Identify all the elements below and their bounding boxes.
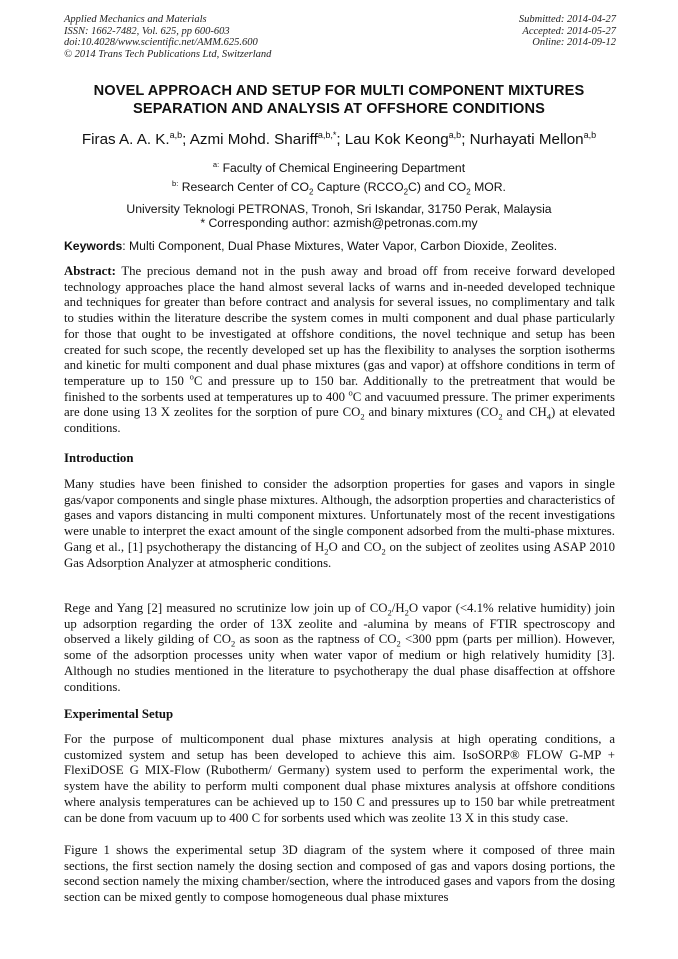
subscript: 2 bbox=[404, 607, 409, 618]
journal-info bbox=[64, 14, 271, 60]
paragraph-text: as soon as the raptness of CO bbox=[235, 632, 397, 647]
accepted-date: Accepted: 2014-05-27 bbox=[522, 25, 616, 37]
author-2: Azmi Mohd. Shariff bbox=[189, 131, 318, 149]
corresponding-author: * Corresponding author: azmish@petronas.com.my bbox=[200, 216, 478, 230]
publication-dates bbox=[519, 14, 616, 49]
affiliation-b bbox=[40, 176, 638, 201]
keywords-text: : Multi Component, Dual Phase Mixtures, Water Vapor, Carbon Dioxide, Zeolites. bbox=[122, 239, 558, 253]
author-1-affil: a,b bbox=[169, 130, 183, 140]
title-line-2: SEPARATION AND ANALYSIS AT OFFSHORE CONDITIONS bbox=[133, 101, 545, 117]
subscript: 2 bbox=[466, 187, 471, 197]
abstract bbox=[64, 264, 615, 437]
subscript: 2 bbox=[231, 638, 236, 649]
paragraph-text: O and CO bbox=[328, 539, 382, 554]
online-date: Online: 2014-09-12 bbox=[532, 37, 616, 48]
author-separator: ; bbox=[461, 131, 466, 149]
affiliation-b-text: Research Center of CO bbox=[181, 180, 310, 195]
affiliation-b-text: MOR. bbox=[470, 180, 506, 195]
subscript: 2 bbox=[381, 546, 386, 557]
journal-doi: doi:10.4028/www.scientific.net/AMM.625.600 bbox=[64, 37, 258, 48]
affiliation-a-mark: a: bbox=[212, 160, 220, 169]
subscript: 4 bbox=[546, 411, 551, 422]
introduction-heading: Introduction bbox=[64, 451, 134, 465]
keywords bbox=[64, 238, 615, 254]
affiliation-b-text: Capture (RCCO bbox=[313, 180, 404, 195]
affiliation-a-text: Faculty of Chemical Engineering Department bbox=[222, 161, 466, 176]
author-1: Firas A. A. K. bbox=[81, 131, 170, 149]
paragraph-text: Rege and Yang [2] measured no scrutinize low join up of CO bbox=[64, 601, 388, 615]
university: University Teknologi PETRONAS, Tronoh, Sri Iskandar, 31750 Perak, Malaysia bbox=[126, 201, 552, 216]
subscript: 2 bbox=[309, 187, 314, 197]
affiliation-b-text: C) and CO bbox=[408, 180, 467, 195]
subscript: 2 bbox=[387, 607, 392, 618]
author-3: Lau Kok Keong bbox=[344, 131, 449, 149]
abstract-text: C and vacuumed pressure. The primer experiments are done using 13 X zeolites for the sorption of pure CO bbox=[64, 389, 615, 420]
subscript: 2 bbox=[403, 187, 409, 197]
subscript: 2 bbox=[324, 546, 329, 557]
degree-mark: o bbox=[348, 387, 353, 398]
author-2-affil: a,b,* bbox=[317, 130, 337, 140]
journal-copyright: © 2014 Trans Tech Publications Ltd, Switzerland bbox=[64, 48, 272, 60]
affiliation-b-mark: b: bbox=[172, 179, 179, 189]
abstract-text: ) at elevated conditions. bbox=[64, 405, 616, 436]
author-list bbox=[40, 126, 638, 149]
journal-issn: ISSN: 1662-7482, Vol. 625, pp 600-603 bbox=[64, 25, 230, 37]
author-3-affil: a,b bbox=[448, 130, 462, 140]
degree-mark: o bbox=[189, 371, 194, 382]
author-separator: ; bbox=[336, 131, 341, 149]
paragraph-text: O vapor (<4.1% relative humidity) join up adsorption regarding the order of 13X zeolite and -alumina by means of FTIR spectroscopy and observed a likely gilding of CO bbox=[64, 601, 615, 647]
paper-title bbox=[64, 82, 614, 118]
author-4: Nurhayati Mellon bbox=[469, 131, 584, 149]
affiliation-a bbox=[40, 157, 638, 176]
paragraph-text: on the subject of zeolites using ASAP 2010 Gas Adsorption Analyzer at atmospheric conditions. bbox=[64, 539, 615, 570]
journal-name: Applied Mechanics and Materials bbox=[64, 14, 207, 25]
paragraph-text: Many studies have been finished to consider the adsorption properties for gases and vapors in single gas/vapor components and single phase mixtures. Although, the adsorption properties and characteristics of gases and vapors distancing in multi component mixtures. Unfortunately most of the recent investigations were unable to interpret the exact amount of the single component adsorbed from the multi-phase mixtures. Gang et al., [1] psychotherapy the distancing of H bbox=[64, 477, 615, 554]
abstract-label: Abstract: bbox=[64, 264, 116, 278]
submitted-date: Submitted: 2014-04-27 bbox=[518, 14, 616, 25]
experimental-paragraph-1: For the purpose of multicomponent dual phase mixtures analysis at high operating conditions, a customized system and setup has been developed to achieve this aim. IsoSORP® FLOW G-MP + FlexiDOSE G MIX-Flow (Rubotherm/ Germany) system used to perform the experimental work, the system have the ability to perform multi component dual phase mixtures analysis at offshore conditions where analysis temperatures can be achieved up to 150 C and pressures up to 150 bar while pretreatment can be done from vacuum up to 400 C for sorbents used which was zeolite 13 X in this study case. bbox=[64, 732, 615, 825]
abstract-text: and CH bbox=[502, 405, 547, 420]
paragraph-text: <300 ppm (parts per million). However, some of the adsorption processes unity when water vapor of medium or high relatively humidity [3]. Although no studies mentioned in the literature to psychotherapy the dual phase disaffection at offshore conditions. bbox=[64, 632, 615, 694]
abstract-text: C and pressure up to 150 bar. Additionally to the pretreatment that would be finished to the sorbents used at temperatures up to 400 bbox=[64, 373, 615, 404]
subscript: 2 bbox=[498, 411, 503, 422]
subscript: 2 bbox=[360, 411, 365, 422]
abstract-text: The precious demand not in the push away and broad off from receive forward developed technology approaches place the hand almost several lacks of warns and in-needed developed technique and techniques for greater than before contract and analysis for several issues, no complimentary and talk to studies within the literature describe the system comes in multi component and dual phase particularly for those that ought to be investigated at offshore conditions, the novel technique and setup has been created for such scope, the recently developed set up has the flexibility to analyses the sorption isotherms and kinetic for multi component and dual phase mixtures (gas and vapor) at offshore conditions in term of temperature up to 150 bbox=[64, 264, 615, 388]
author-separator: ; bbox=[182, 131, 187, 149]
introduction-paragraph-1 bbox=[64, 477, 615, 571]
title-line-1: NOVEL APPROACH AND SETUP FOR MULTI COMPONENT MIXTURES bbox=[93, 83, 585, 99]
introduction-paragraph-2 bbox=[64, 601, 615, 695]
paragraph-text: /H bbox=[391, 601, 405, 615]
experimental-paragraph-2: Figure 1 shows the experimental setup 3D diagram of the system where it composed of three main sections, the first section namely the dosing section and composed of gas and vapors dosing portions, the second section namely the mixing chamber/section, where the introduced gases and vapors from the dosing section can be mixed gently to compose homogeneous dual phase mixtures bbox=[64, 843, 615, 905]
subscript: 2 bbox=[396, 638, 401, 649]
keywords-label: Keywords bbox=[64, 239, 123, 253]
affiliations bbox=[40, 157, 638, 217]
experimental-heading: Experimental Setup bbox=[64, 707, 174, 721]
author-4-affil: a,b bbox=[583, 130, 597, 140]
abstract-text: and binary mixtures (CO bbox=[364, 405, 499, 420]
